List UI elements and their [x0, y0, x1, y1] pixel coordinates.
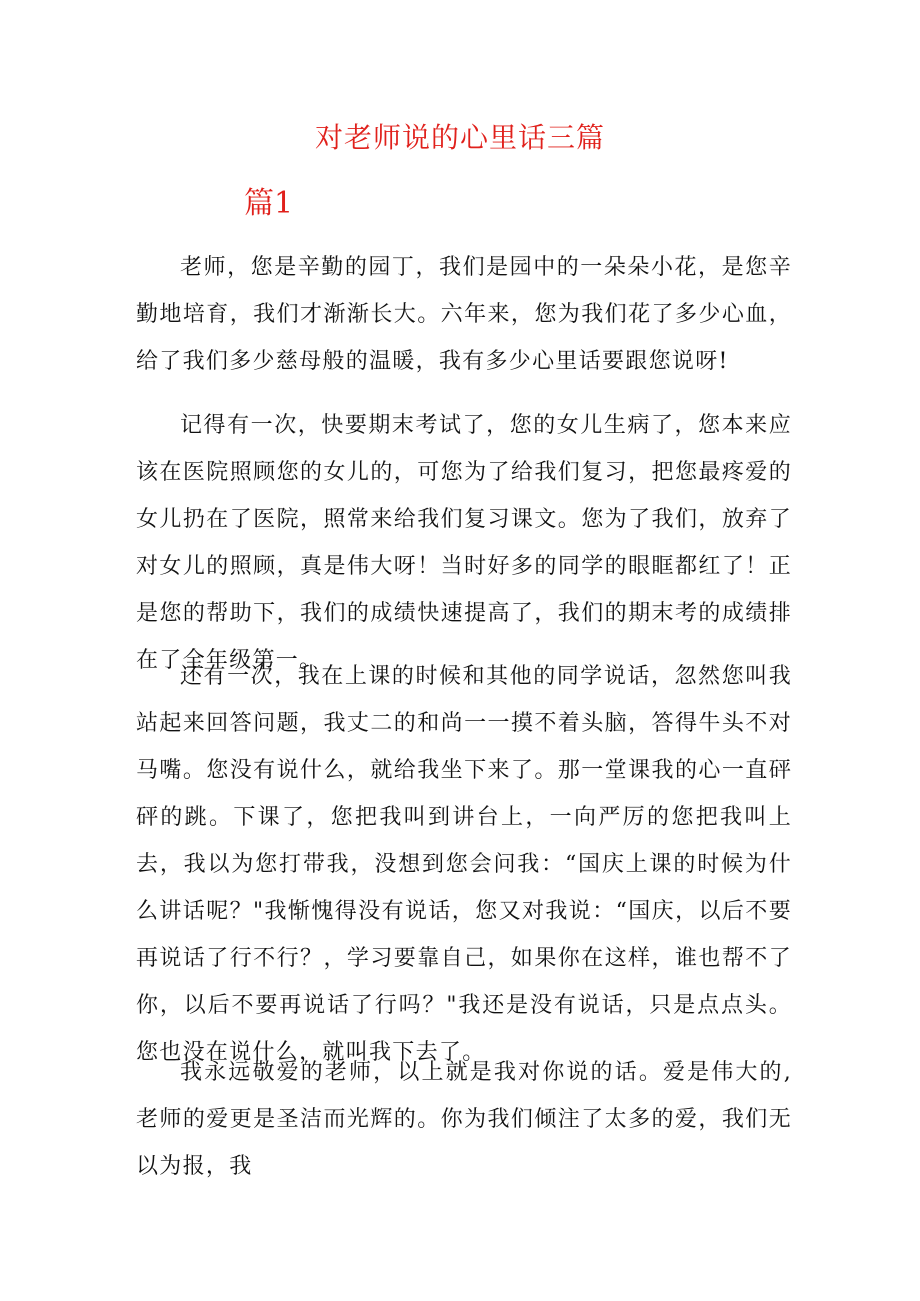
paragraph-2: 记得有一次，快要期末考试了，您的女儿生病了，您本来应该在医院照顾您的女儿的，可您为了给我们复习，把您最疼爱的女儿扔在了医院，照常来给我们复习课文。您为了我们，放弃了对女儿的照顾，真是伟大呀！当时好多的同学的眼眶都红了！正是您的帮助下，我们的成绩快速提高了，我们的期末考的成绩排在了全年级第一。 [136, 413, 792, 673]
paragraph-1: 老师，您是辛勤的园丁，我们是园中的一朵朵小花，是您辛勤地培育，我们才渐渐长大。六年来，您为我们花了多少心血，给了我们多少慈母般的温暖，我有多少心里话要跟您说呀! [136, 255, 792, 374]
document-title: 对老师说的心里话三篇 [314, 121, 605, 154]
paragraph-3: 还有一次，我在上课的时候和其他的同学说话，忽然您叫我站起来回答问题，我丈二的和尚一一摸不着头脑，答得牛头不对马嘴。您没有说什么，就给我坐下来了。那一堂课我的心一直砰砰的跳。下课了，您把我叫到讲台上，一向严厉的您把我叫上去，我以为您打带我，没想到您会问我：“国庆上课的时候为什么讲话呢？"我惭愧得没有说话，您又对我说：“国庆，以后不要再说话了行不行？，学习要靠自己，如果你在这样，谁也帮不了你，以后不要再说话了行吗？"我还是没有说话，只是点点头。您也没在说什么，就叫我下去了。 [136, 664, 792, 1065]
paragraph-4: 我永远敬爱的老师，以上就是我对你说的话。爱是伟大的,老师的爱更是圣洁而光辉的。你为我们倾注了太多的爱，我们无以为报，我 [136, 1060, 792, 1179]
section-heading: 篇1 [244, 186, 294, 221]
